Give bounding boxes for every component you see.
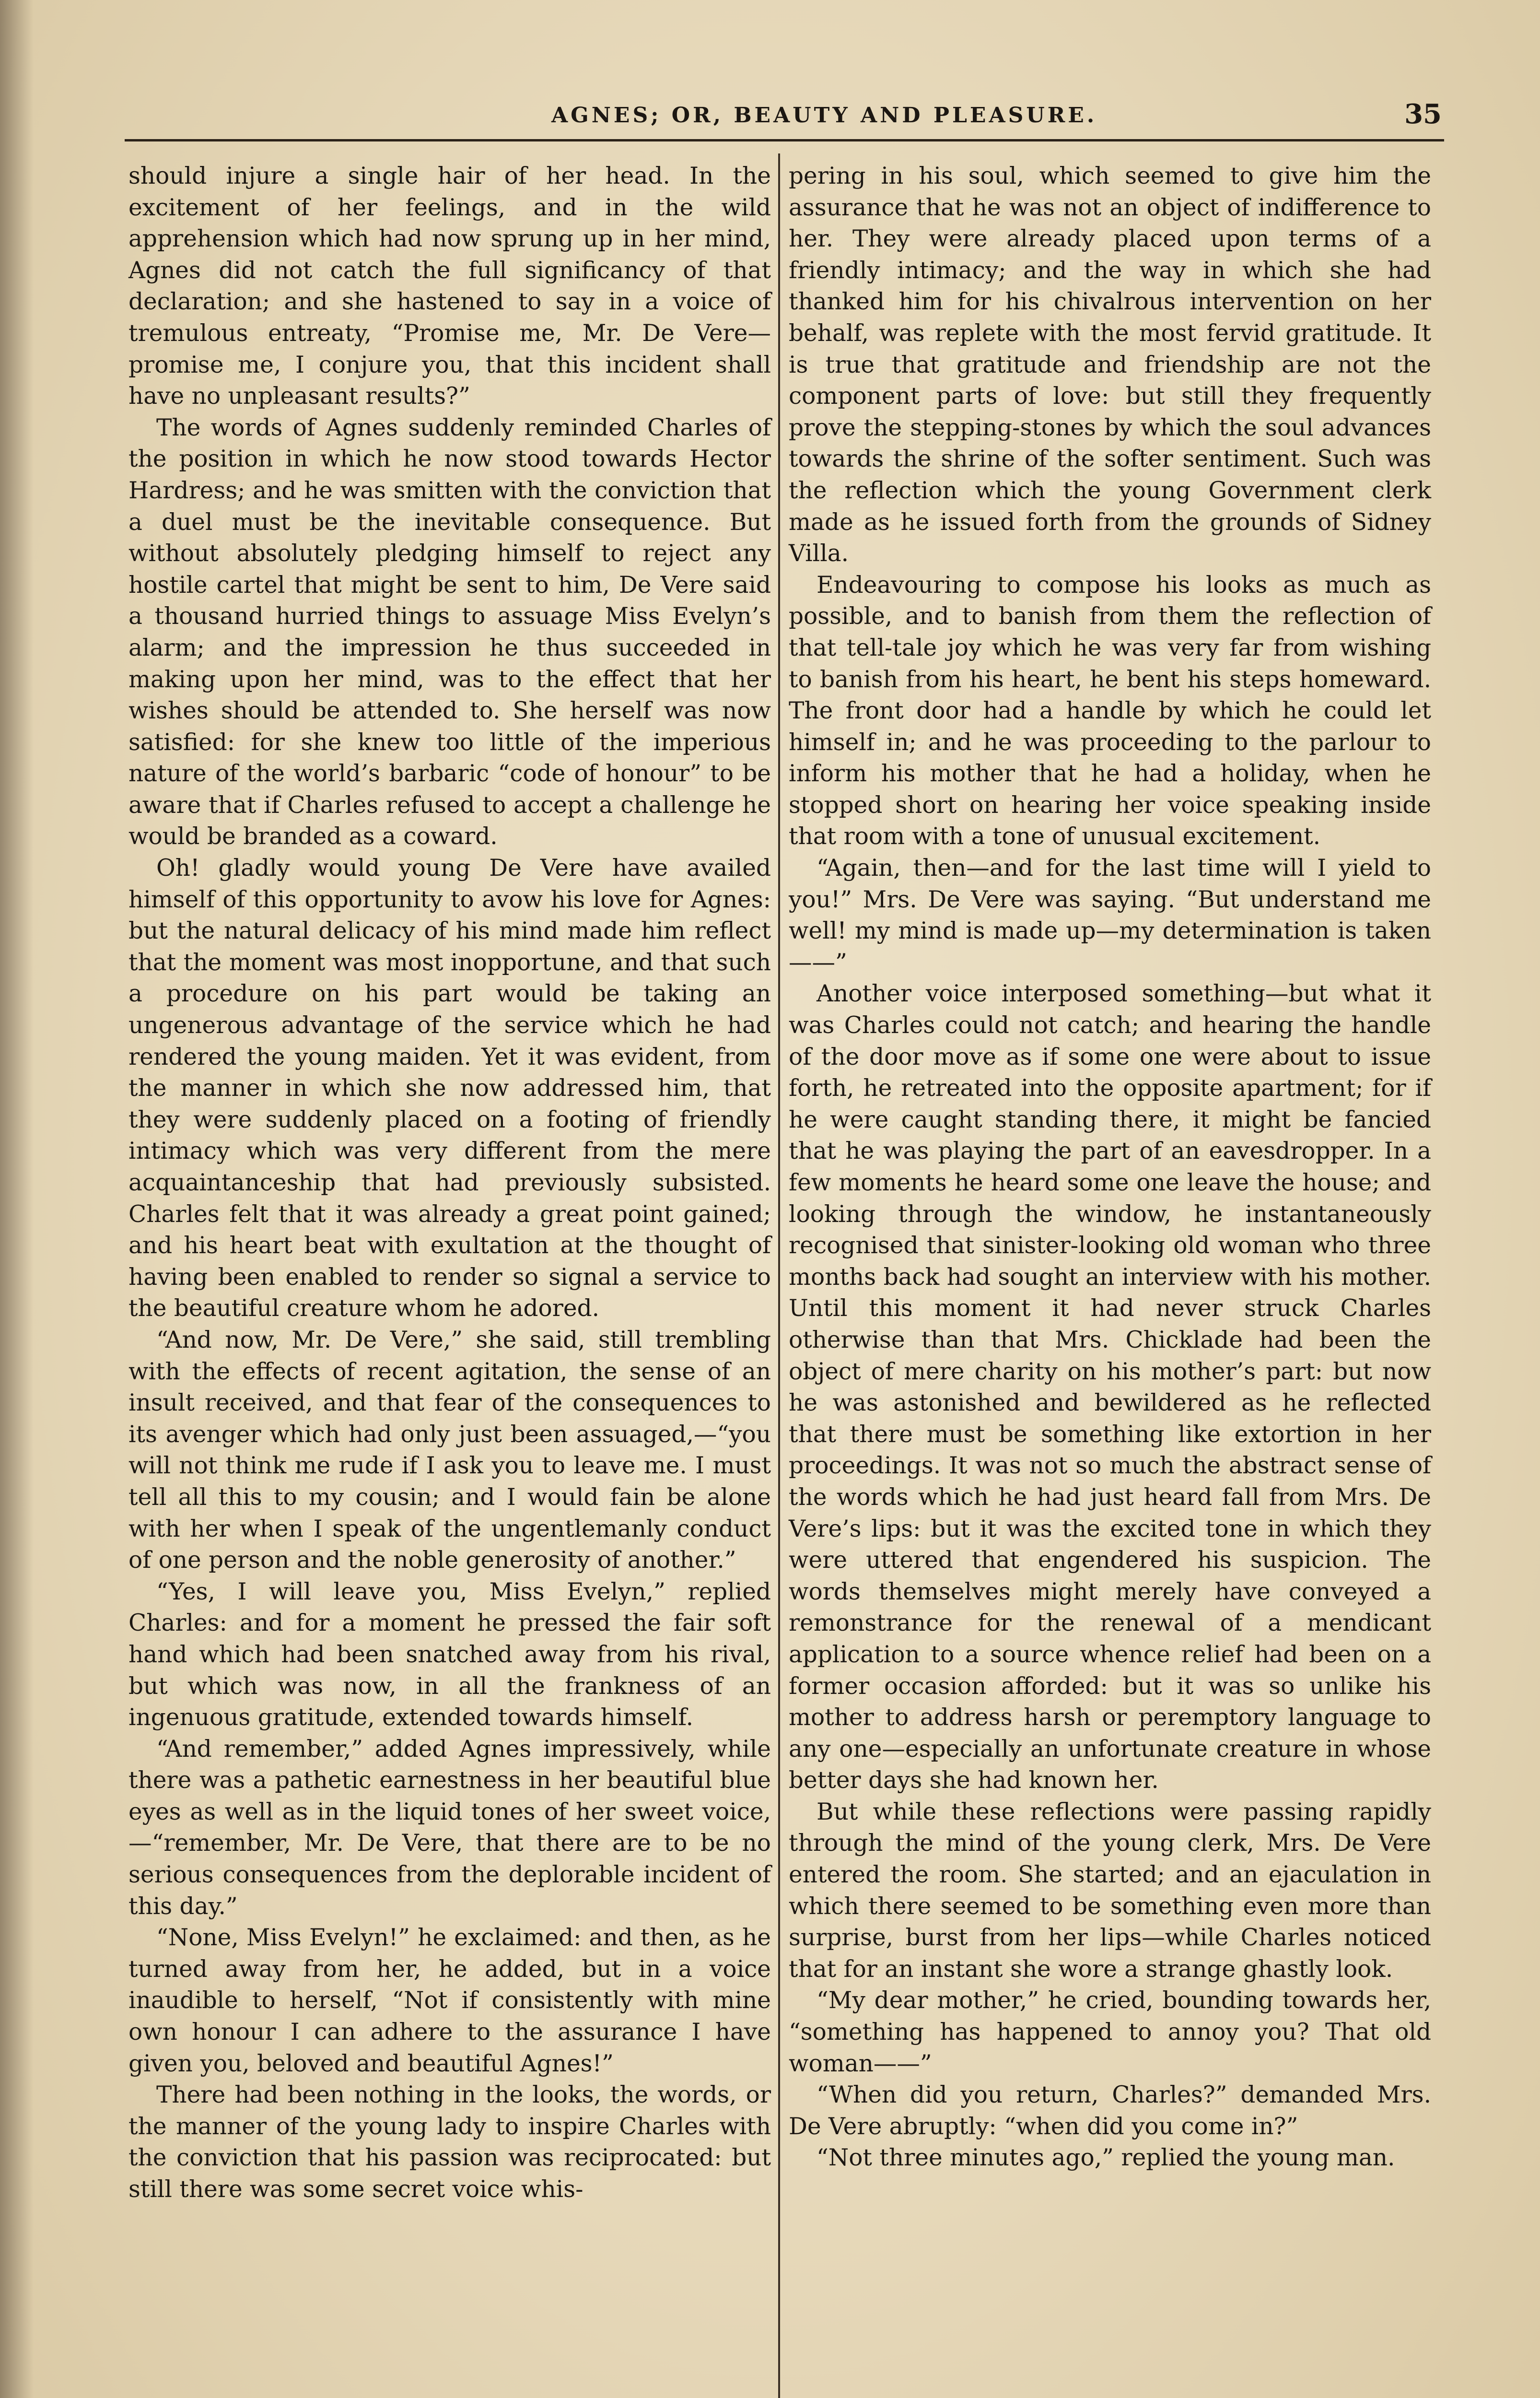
paragraph: “And now, Mr. De Vere,” she said, still trembling with the effects of recent agitation, the sense of an insult received, and that fear of the consequences to its avenger which had only just been assuaged,—“you will not think me rude if I ask you to leave me. I must tell all this to my cousin; and I would fain be alone with her when I speak of the ungentlemanly conduct of one person and the noble generosity of another.”: [128, 1326, 771, 1574]
running-title: AGNES; OR, BEAUTY AND PLEASURE.: [551, 103, 1097, 128]
paragraph: should injure a single hair of her head. In the excitement of her feelings, and in the wild apprehension which had now sprung up in her mind, Agnes did not catch the full significancy of that declaration; and she hastened to say in a voice of tremulous entreaty, “Promise me, Mr. De Vere—promise me, I conjure you, that this incident shall have no unpleasant results?”: [128, 163, 771, 410]
paragraph: The words of Agnes suddenly reminded Charles of the position in which he now stood towards Hector Hardress; and he was smitten with the conviction that a duel must be the inevitable consequence. But without absolutely pledging himself to reject any hostile cartel that might be sent to him, De Vere said a thousand hurried things to assuage Miss Evelyn’s alarm; and the impression he thus succeeded in making upon her mind, was to the effect that her wishes should be attended to. She herself was now satisfied: for she knew too little of the imperious nature of the world’s barbaric “code of honour” to be aware that if Charles refused to accept a challenge he would be branded as a coward.: [128, 414, 771, 850]
spine-shadow: [0, 0, 34, 2398]
paragraph: “Again, then—and for the last time will I yield to you!” Mrs. De Vere was saying. “But understand me well! my mind is made up—my determination is taken——”: [789, 855, 1431, 976]
paragraph: Endeavouring to compose his looks as much as possible, and to banish from them the reflection of that tell-tale joy which he was very far from wishing to banish from his heart, he bent his steps homeward. The front door had a handle by which he could let himself in; and he was proceeding to the parlour to inform his mother that he had a holiday, when he stopped short on hearing her voice speaking inside that room with a tone of unusual excitement.: [789, 571, 1431, 850]
right-column: [789, 161, 1431, 2174]
left-column: [128, 161, 771, 2206]
paragraph: “And remember,” added Agnes impressively, while there was a pathetic earnestness in her beautiful blue eyes as well as in the liquid tones of her sweet voice,—“remember, Mr. De Vere, that there are to be no serious consequences from the deplorable incident of this day.”: [128, 1735, 771, 1920]
paragraph: “When did you return, Charles?” demanded Mrs. De Vere abruptly: “when did you come in?”: [789, 2081, 1431, 2140]
paragraph: pering in his soul, which seemed to give him the assurance that he was not an object of indifference to her. They were already placed upon terms of a friendly intimacy; and the way in which she had thanked him for his chivalrous intervention on her behalf, was replete with the most fervid gratitude. It is true that gratitude and friendship are not the component parts of love: but still they frequently prove the stepping-stones by which the soul advances towards the shrine of the softer sentiment. Such was the reflection which the young Government clerk made as he issued forth from the grounds of Sidney Villa.: [789, 163, 1431, 567]
paragraph: “Not three minutes ago,” replied the young man.: [817, 2144, 1395, 2172]
paragraph: Oh! gladly would young De Vere have availed himself of this opportunity to avow his love for Agnes: but the natural delicacy of his mind made him reflect that the moment was most inopportune, and that such a procedure on his part would be taking an ungenerous advantage of the service which he had rendered the young maiden. Yet it was evident, from the manner in which she now addressed him, that they were suddenly placed on a footing of friendly intimacy which was very different from the mere acquaintanceship that had previously subsisted. Charles felt that it was already a great point gained; and his heart beat with exultation at the thought of having been enabled to render so signal a service to the beautiful creature whom he adored.: [128, 855, 771, 1322]
paragraph: “None, Miss Evelyn!” he exclaimed: and then, as he turned away from her, he added, but in a voice inaudible to herself, “Not if consistently with mine own honour I can adhere to the assurance I have given you, beloved and beautiful Agnes!”: [128, 1924, 771, 2077]
paragraph: “Yes, I will leave you, Miss Evelyn,” replied Charles: and for a moment he pressed the fair soft hand which had been snatched away from his rival, but which was now, in all the frankness of an ingenuous gratitude, extended towards himself.: [128, 1578, 771, 1731]
header-rule: [125, 139, 1444, 141]
page-number: 35: [1404, 98, 1442, 130]
column-divider: [778, 153, 780, 2398]
paragraph: “My dear mother,” he cried, bounding towards her, “something has happened to annoy you? That old woman——”: [789, 1987, 1431, 2077]
paragraph: Another voice interposed something—but what it was Charles could not catch; and hearing the handle of the door move as if some one were about to issue forth, he retreated into the opposite apartment; for if he were caught standing there, it might be fancied that he was playing the part of an eavesdropper. In a few moments he heard some one leave the house; and looking through the window, he instantaneously recognised that sinister-looking old woman who three months back had sought an interview with his mother. Until this moment it had never struck Charles otherwise than that Mrs. Chicklade had been the object of mere charity on his mother’s part: but now he was astonished and bewildered as he reflected that there must be something like extortion in her proceedings. It was not so much the abstract sense of the words which he had just heard fall from Mrs. De Vere’s lips: but it was the excited tone in which they were uttered that engendered his suspicion. The words themselves might merely have conveyed a remonstrance for the renewal of a mendicant application to a source whence relief had been on a former occasion afforded: but it was so unlike his mother to address harsh or peremptory language to any one—especially an unfortunate creature in whose better days she had known her.: [789, 980, 1431, 1794]
paragraph: But while these reflections were passing rapidly through the mind of the young clerk, Mrs. De Vere entered the room. She started; and an ejaculation in which there seemed to be something even more than surprise, burst from her lips—while Charles noticed that for an instant she wore a strange ghastly look.: [789, 1798, 1431, 1983]
paragraph: There had been nothing in the looks, the words, or the manner of the young lady to inspire Charles with the conviction that his passion was reciprocated: but still there was some secret voice whis-: [128, 2081, 771, 2203]
